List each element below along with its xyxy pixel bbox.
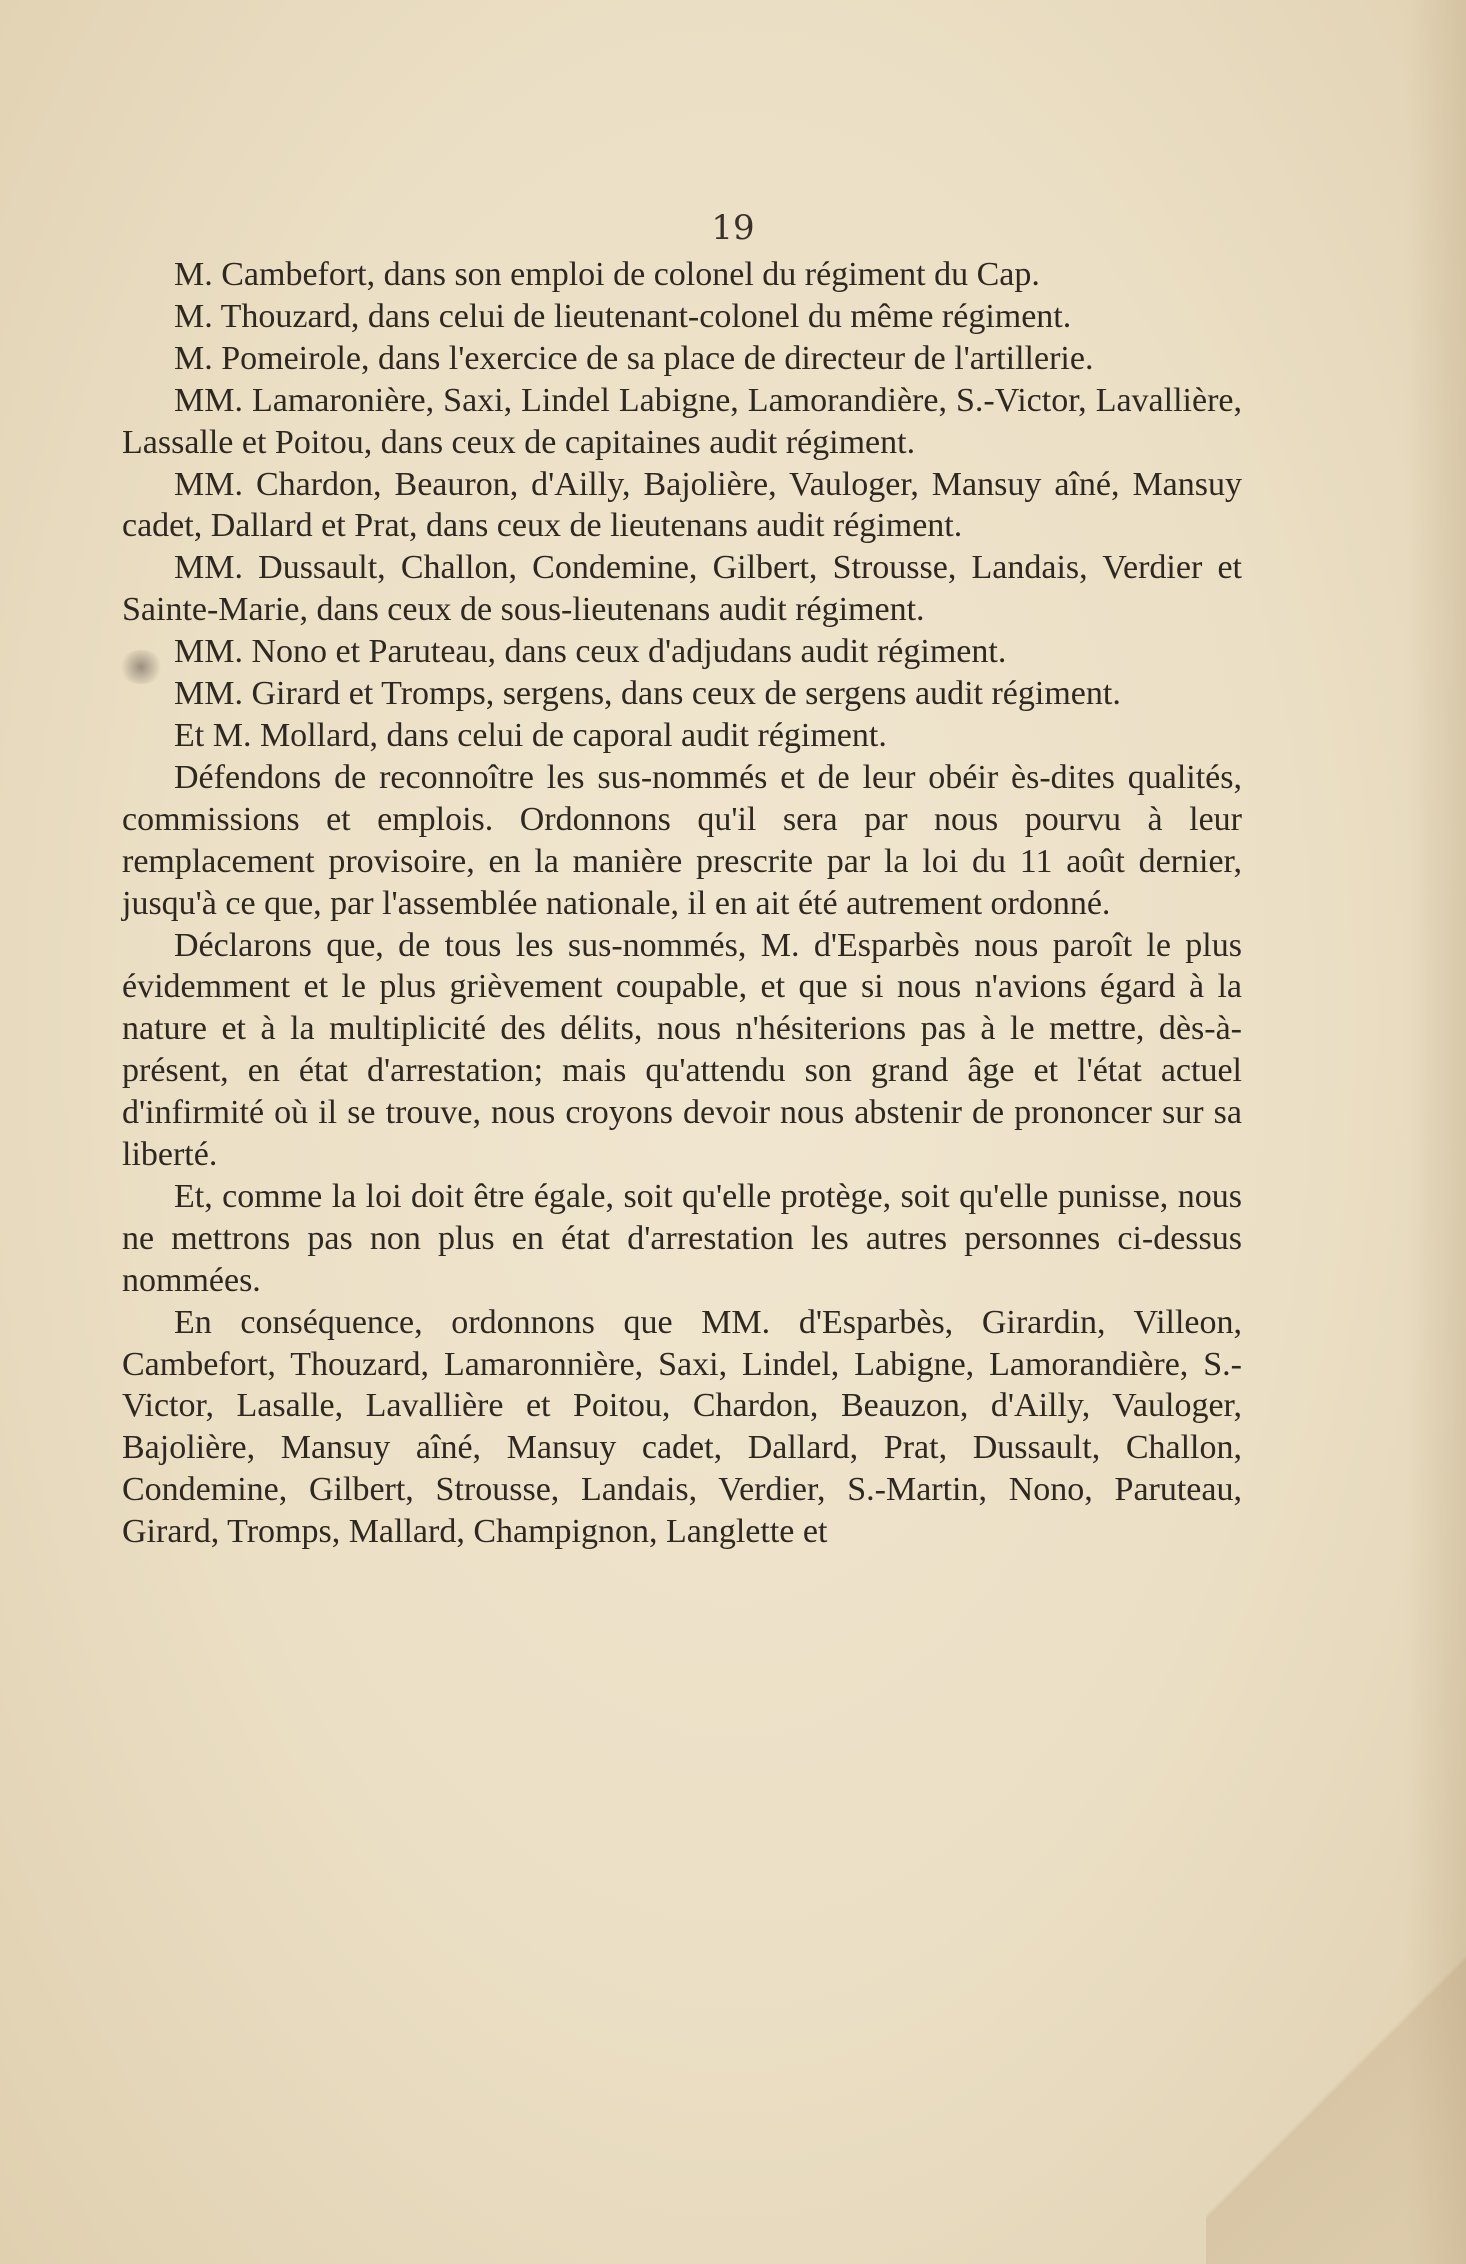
folded-corner (1206, 1904, 1466, 2264)
paragraph: En conséquence, ordonnons que MM. d'Esparbès, Girardin, Villeon, Cambefort, Thouzard, Lamaronnière, Saxi, Lindel, Labigne, Lamorandière, S.-Victor, Lasalle, Lavallière et Poitou, Chardon, Beauzon, d'Ailly, Vauloger, Bajolière, Mansuy aîné, Mansuy cadet, Dallard, Prat, Dussault, Challon, Condemine, Gilbert, Strousse, Landais, Verdier, S.-Martin, Nono, Paruteau, Girard, Tromps, Mallard, Champignon, Langlette et (122, 1303, 1242, 1551)
paragraph: MM. Nono et Paruteau, dans ceux d'adjudans audit régiment. (174, 633, 1007, 671)
paragraph: M. Pomeirole, dans l'exercice de sa place de directeur de l'artillerie. (174, 339, 1094, 377)
paragraph: Et, comme la loi doit être égale, soit qu'elle protège, soit qu'elle punisse, nous ne mettrons pas non plus en état d'arrestation les autres personnes ci-dessus nommées. (122, 1177, 1242, 1299)
paragraph: M. Thouzard, dans celui de lieutenant-colonel du même régiment. (174, 297, 1072, 335)
paragraph: Défendons de reconnoître les sus-nommés et de leur obéir ès-dites qualités, commissions et emplois. Ordonnons qu'il sera par nous pourvu à leur remplacement provisoire, en la manière prescrite par la loi du 11 août dernier, jusqu'à ce que, par l'assemblée nationale, il en ait été autrement ordonné. (122, 758, 1242, 922)
paragraph: MM. Girard et Tromps, sergens, dans ceux de sergens audit régiment. (174, 675, 1121, 713)
page-number: 19 (711, 208, 755, 248)
paragraph: MM. Chardon, Beauron, d'Ailly, Bajolière, Vauloger, Mansuy aîné, Mansuy cadet, Dallard et Prat, dans ceux de lieutenans audit régiment. (122, 465, 1242, 545)
paragraph: M. Cambefort, dans son emploi de colonel du régiment du Cap. (174, 256, 1040, 293)
paragraph: Et M. Mollard, dans celui de caporal audit régiment. (174, 716, 887, 754)
paragraph: Déclarons que, de tous les sus-nommés, M. d'Esparbès nous paroît le plus évidemment et le plus grièvement coupable, et que si nous n'avions égard à la nature et à la multiplicité des délits, nous n'hésiterions pas à le mettre, dès-à-présent, en état d'arrestation; mais qu'attendu son grand âge et l'état actuel d'infirmité où il se trouve, nous croyons devoir nous abstenir de prononcer sur sa liberté. (122, 926, 1242, 1174)
body-text (122, 254, 1242, 1553)
paragraph: MM. Lamaronière, Saxi, Lindel Labigne, Lamorandière, S.-Victor, Lavallière, Lassalle et Poitou, dans ceux de capitaines audit régiment. (122, 381, 1242, 461)
paragraph: MM. Dussault, Challon, Condemine, Gilbert, Strousse, Landais, Verdier et Sainte-Marie, dans ceux de sous-lieutenans audit régiment. (122, 549, 1242, 629)
